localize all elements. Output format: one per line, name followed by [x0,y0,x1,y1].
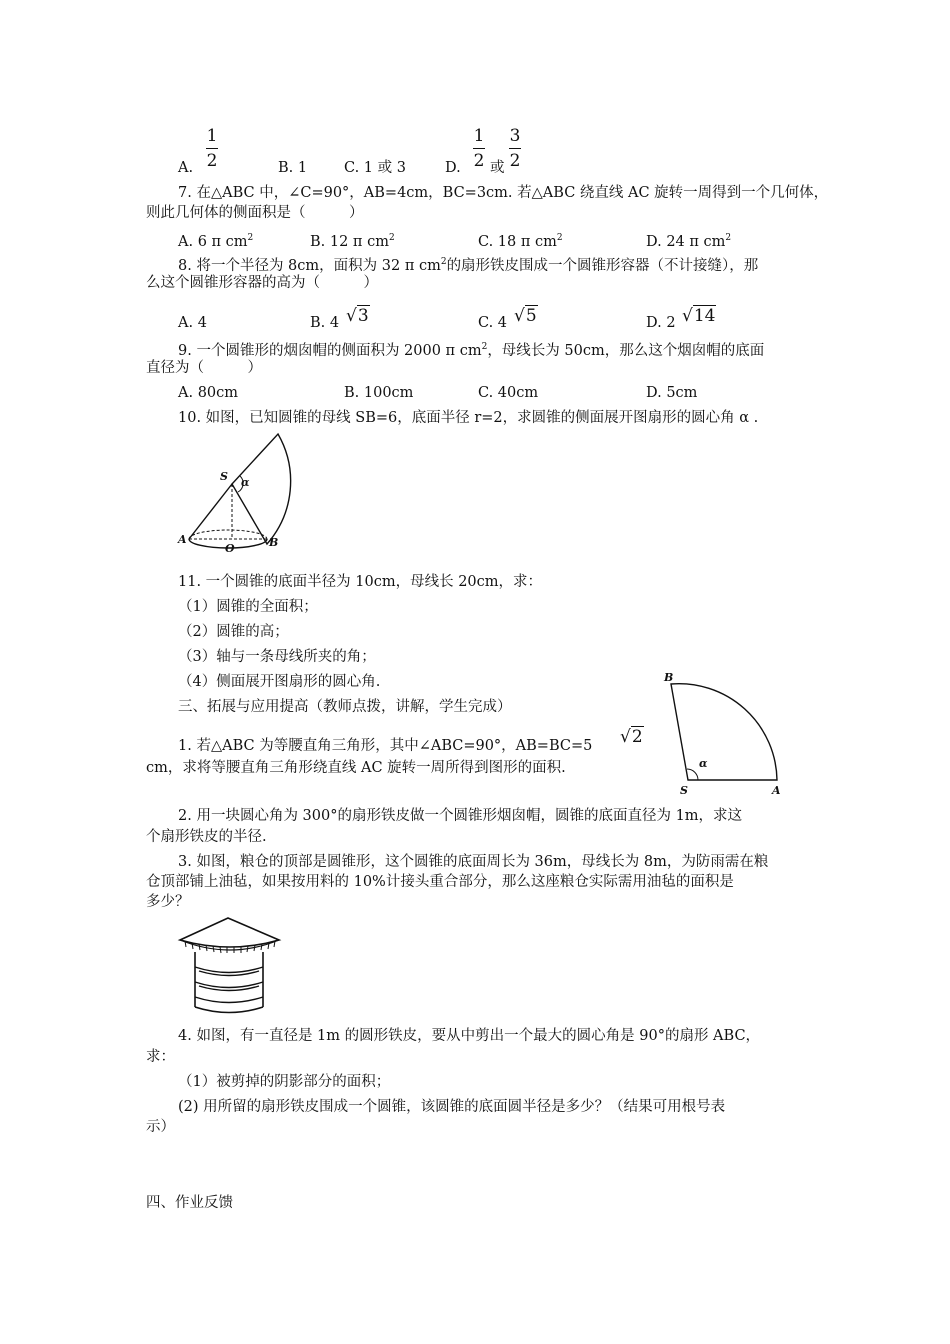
granary-figure [175,912,290,1017]
section-3-heading: 三、拓展与应用提高（教师点拨，讲解，学生完成） [178,699,512,715]
s3-problem-1-sqrt: √2 [620,727,643,747]
q6-option-d-label: D. [445,160,461,176]
s3-problem-1-line-1: 1. 若△ABC 为等腰直角三角形，其中∠ABC=90°，AB=BC=5 [178,738,593,754]
label-a: A [772,784,781,797]
s3-problem-4-line-1: 4. 如图，有一直径是 1m 的圆形铁皮，要从中剪出一个最大的圆心角是 90°的扇形 ABC， [178,1028,761,1044]
radicand: 5 [525,306,537,326]
label-a: A [178,533,187,546]
option-text: D. 24 π cm [646,234,726,250]
s3-problem-3-line-3: 多少？ [146,894,190,910]
fraction-denominator: 2 [206,151,218,171]
q6-option-b: B. 1 [278,160,308,176]
option-text: B. 12 π cm [310,234,389,250]
q6-option-d-fraction-2 [509,126,521,171]
text-part: 9. 一个圆锥形的烟囱帽的侧面积为 2000 π cm [178,343,482,359]
sector-sba-figure [660,670,795,795]
unit-superscript: 2 [481,342,488,352]
q8-option-b-sqrt: √3 [346,306,369,326]
s3-problem-4-line-2: 求： [146,1049,175,1065]
label-o: O [225,542,235,555]
radicand: 2 [631,727,643,747]
unit-superscript: 2 [440,257,447,267]
option-text: A. 6 π cm [178,234,248,250]
section-4-heading: 四、作业反馈 [146,1195,233,1211]
q7-option-b [310,228,395,252]
label-alpha: α [241,476,250,489]
s3-problem-2-line-1: 2. 用一块圆心角为 300°的扇形铁皮做一个圆锥形烟囱帽，圆锥的底面直径为 1m，求这 [178,808,743,824]
s3-problem-4-item-1: （1）被剪掉的阴影部分的面积； [178,1074,391,1090]
q9-option-c: C. 40cm [478,385,539,401]
q6-option-d-fraction-1 [473,126,485,171]
fraction-denominator: 2 [473,151,485,171]
unit-superscript: 2 [388,233,395,243]
label-s: S [680,784,688,797]
fraction-numerator: 3 [509,126,521,146]
q7-option-a [178,228,253,252]
cone-sector-figure [175,425,310,555]
label-b: B [664,671,674,684]
s3-problem-3-line-1: 3. 如图，粮仓的顶部是圆锥形，这个圆锥的底面周长为 36m，母线长为 8m，为防雨需在粮 [178,854,769,870]
q9-option-b: B. 100cm [344,385,414,401]
fraction-numerator: 1 [206,126,218,146]
q9-option-a: A. 80cm [178,385,239,401]
unit-superscript: 2 [247,233,254,243]
label-b: B [269,536,279,549]
q8-option-b: B. 4 [310,315,340,331]
radicand: 14 [693,306,716,326]
q7-option-d [646,228,731,252]
s3-problem-3-line-2: 仓顶部铺上油毡，如果按用料的 10%计接头重合部分，那么这座粮仓实际需用油毡的面积是 [146,874,734,890]
q8-option-d: D. 2 [646,315,676,331]
fraction-numerator: 1 [473,126,485,146]
unit-superscript: 2 [725,233,732,243]
q8-option-d-sqrt: √14 [682,306,716,326]
q11-line-1: 11. 一个圆锥的底面半径为 10cm，母线长 20cm，求： [178,574,543,590]
q9-option-d: D. 5cm [646,385,698,401]
option-text: C. 18 π cm [478,234,557,250]
q8-option-c-sqrt: √5 [514,306,537,326]
q11-item-1: （1）圆锥的全面积； [178,599,318,615]
q6-option-c: C. 1 或 3 [344,160,406,176]
text-part: 的扇形铁皮围成一个圆锥形容器（不计接缝），那 [446,258,759,274]
s3-problem-4-item-2: (2) 用所留的扇形铁皮围成一个圆锥，该圆锥的底面圆半径是多少？（结果可用根号表 [178,1099,726,1115]
q11-item-4: （4）侧面展开图扇形的圆心角. [178,674,381,690]
label-s: S [220,470,228,483]
q7-line-1: 7. 在△ABC 中，∠C=90°，AB=4cm，BC=3cm. 若△ABC 绕直线 AC 旋转一周得到一个几何体， [178,185,829,201]
q11-item-3: （3）轴与一条母线所夹的角； [178,649,376,665]
q8-option-a: A. 4 [178,315,207,331]
q8-line-2: 么这个圆锥形容器的高为（ ） [146,275,378,291]
s3-problem-2-line-2: 个扇形铁皮的半径. [146,829,267,845]
s3-problem-1-line-2: cm，求将等腰直角三角形绕直线 AC 旋转一周所得到图形的面积. [146,760,566,776]
q6-option-a-label: A. [178,160,194,176]
q9-line-2: 直径为（ ） [146,360,262,376]
label-alpha: α [699,757,708,770]
s3-problem-4-item-2-cont: 示） [146,1119,175,1135]
unit-superscript: 2 [556,233,563,243]
fraction-denominator: 2 [509,151,521,171]
q8-option-c: C. 4 [478,315,508,331]
q10-text: 10. 如图，已知圆锥的母线 SB=6，底面半径 r=2，求圆锥的侧面展开图扇形的圆心角 α . [178,410,759,426]
q6-option-d-or: 或 [490,160,505,176]
q7-option-c [478,228,563,252]
q6-option-a-fraction [206,126,218,171]
text-part: ，母线长为 50cm，那么这个烟囱帽的底面 [487,343,765,359]
q11-item-2: （2）圆锥的高； [178,624,289,640]
q9-line-1 [178,337,764,361]
text-part: 8. 将一个半径为 8cm，面积为 32 π cm [178,258,441,274]
radicand: 3 [357,306,369,326]
q7-line-2: 则此几何体的侧面积是（ ） [146,205,364,221]
